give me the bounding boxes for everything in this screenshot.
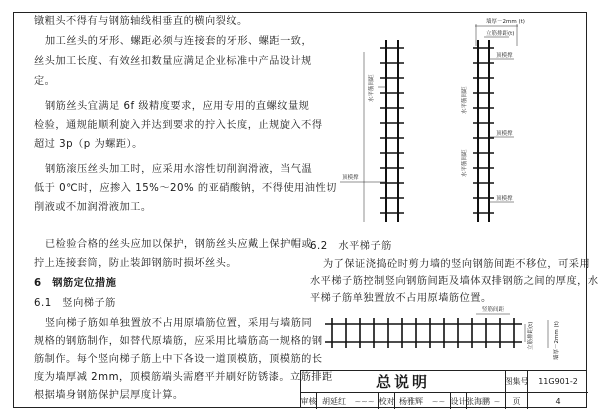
page-label: 页 [506, 393, 528, 409]
left-top-bar-label: 顶模撑 [342, 175, 359, 181]
sub1-line-2: 规格的钢筋制作，如替代原墙筋，应采用比墙筋高一规格的钢 [34, 336, 323, 347]
body-line-5: 钢筋丝头宜满足 6f 级精度要求，应用专用的直螺纹量规 [45, 101, 310, 112]
right-top-bar-label-2: 顶模撑 [496, 131, 513, 137]
right-top-bar-label-1: 顶模撑 [496, 53, 513, 59]
body-line-8: 钢筋滚压丝头加工时，应采用水溶性切削润滑液，当气温 [45, 164, 313, 175]
atlas-number-value: 11G901-2 [528, 371, 588, 393]
body-line-1: 镦粗头不得有与钢筋轴线相垂直的横向裂纹。 [34, 16, 248, 27]
designer-signature: ~ [489, 393, 506, 409]
bottom-vertical-spacing-label: 竖筋间距 [482, 307, 505, 313]
design-label: 设计 [451, 393, 467, 409]
atlas-number-label: 图集号 [506, 371, 528, 393]
wall-thickness-dimension [475, 17, 525, 46]
sub2-line-3: 平梯子筋单独置放不占用原墙筋位置。 [310, 293, 492, 304]
checker-signature: ~~ [427, 393, 451, 409]
review-label: 审核 [301, 393, 317, 409]
horizontal-ladder-diagram [300, 290, 587, 370]
wall-thickness-label: 墙厚－2mm (t) [486, 19, 525, 25]
title-block [300, 370, 587, 408]
sub1-line-1: 竖向梯子筋如单独置放不占用原墙筋位置，采用与墙筋同 [45, 318, 313, 329]
right-horizontal-spacing-label-1: 水平筋间距 [462, 86, 468, 114]
body-line-3: 丝头加工长度、有效丝扣数量应满足企业标准中产品设计规 [34, 56, 312, 67]
horizontal-ladder [325, 305, 560, 360]
sub-heading-vertical: 6.1 竖向梯子筋 [34, 298, 116, 309]
body-line-10: 削液或不加润滑液加工。 [34, 202, 152, 213]
body-line-4: 定。 [34, 76, 56, 87]
page-number: 4 [555, 396, 561, 406]
designer-name: 张海鹏 [466, 396, 490, 406]
section-heading: 6 钢筋定位措施 [34, 278, 117, 289]
body-line-7: 超过 3p（p 为螺距）。 [34, 139, 143, 150]
bottom-vertical-spacing-label-2: 立筋排距(t) [528, 321, 534, 350]
body-line-9: 低于 0℃时，应掺入 15%～20% 的亚硝酸钠，不得使用油性切 [34, 183, 337, 194]
sub1-line-3: 筋制作。每个竖向梯子筋上中下各设一道顶模筋，顶模筋的长 [34, 354, 323, 365]
drawing-title: 总说明 [301, 371, 506, 393]
body-line-11: 已检验合格的丝头应加以保护，钢筋丝头应戴上保护帽或 [45, 239, 313, 250]
check-label: 校对 [379, 393, 395, 409]
sub2-line-2: 水平梯子筋控制竖向钢筋间距及墙体双排钢筋之间的厚度，水 [310, 276, 599, 287]
vertical-spacing-label: 立筋排距(t) [486, 31, 515, 37]
sub1-line-5: 根据墙身钢筋保护层厚度计算。 [34, 390, 184, 401]
body-line-2: 加工丝头的牙形、螺距必须与连接套的牙形、螺距一致， [45, 36, 313, 47]
body-line-6: 检验，通规能顺利旋入并达到要求的拧入长度，止规旋入不得 [34, 120, 323, 131]
sub1-line-4: 度为墙厚减 2mm，顶模筋端头需磨平并刷好防锈漆。立筋排距 [34, 372, 333, 383]
bottom-wall-thickness-label: 墙厚－2mm (t) [554, 321, 560, 360]
right-ladder [460, 40, 514, 222]
body-line-12: 拧上连接套筒，防止装卸钢筋时损坏丝头。 [34, 258, 238, 269]
right-horizontal-spacing-label-2: 水平筋间距 [462, 149, 468, 177]
sub-heading-horizontal: 6.2 水平梯子筋 [310, 241, 392, 252]
reviewer-signature: ~~~ [351, 393, 379, 409]
reviewer-name: 胡延红 [322, 396, 346, 406]
vertical-ladder-diagram [300, 12, 587, 237]
left-ladder [340, 40, 404, 222]
left-horizontal-spacing-label: 水平筋间距 [369, 74, 375, 102]
checker-name: 杨雅辉 [399, 396, 423, 406]
sub2-line-1: 为了保证浇捣砼时剪力墙的竖向钢筋间距不移位，可采用 [323, 259, 591, 270]
right-top-bar-label-3: 顶模撑 [496, 196, 513, 202]
